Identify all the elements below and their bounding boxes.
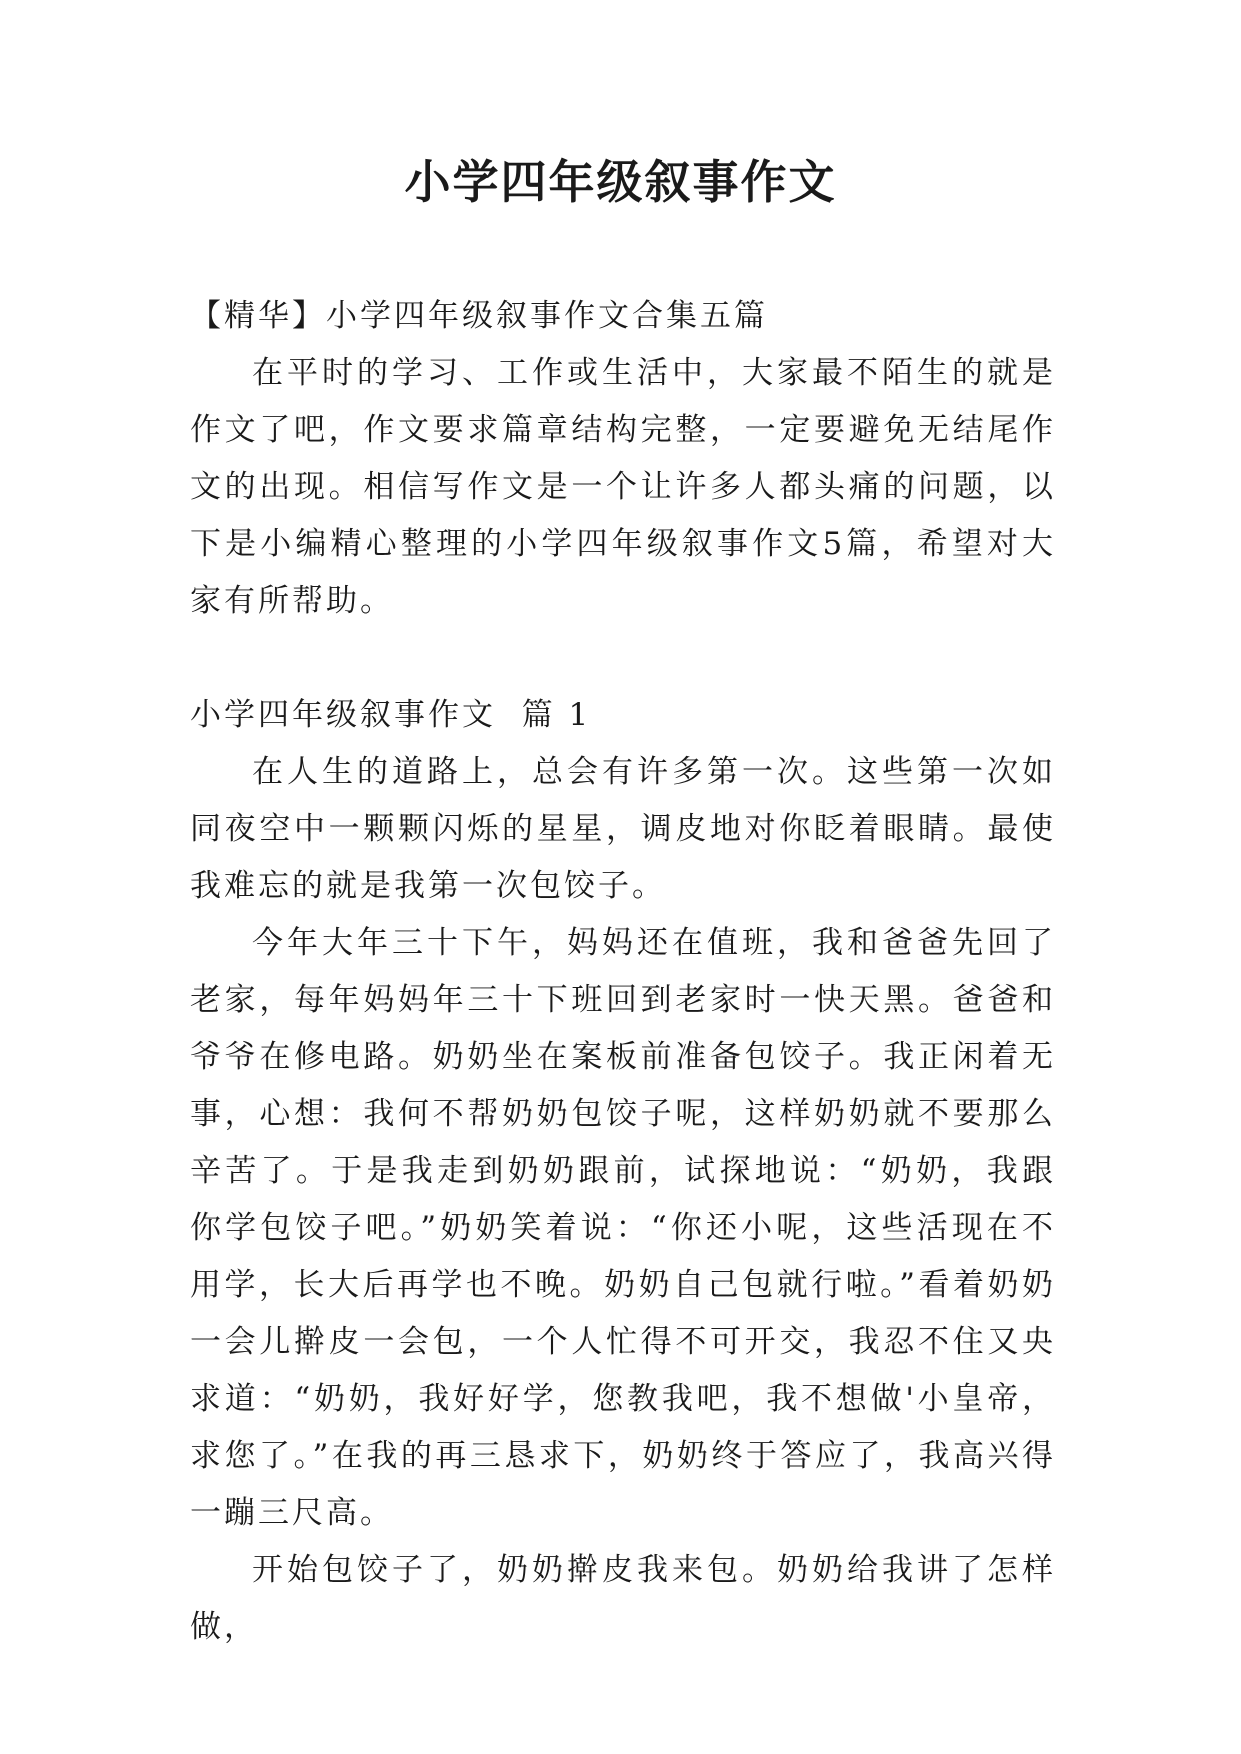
section-spacer — [190, 630, 1056, 687]
document-title: 小学四年级叙事作文 — [404, 155, 837, 209]
intro-paragraph: 在平时的学习、工作或生活中，大家最不陌生的就是作文了吧，作文要求篇章结构完整，一定要避免无结尾作文的出现。相信写作文是一个让许多人都头痛的问题，以下是小编精心整理的小学四年级叙事作文5篇，希望对大家有所帮助。 — [190, 355, 1056, 619]
document-body — [190, 288, 1056, 1656]
essay-paragraph: 在人生的道路上，总会有许多第一次。这些第一次如同夜空中一颗颗闪烁的星星，调皮地对你眨着眼睛。最使我难忘的就是我第一次包饺子。 — [190, 754, 1056, 904]
document-subtitle: 【精华】小学四年级叙事作文合集五篇 — [190, 298, 768, 334]
essay-heading: 小学四年级叙事作文 篇 1 — [190, 697, 592, 733]
essay-paragraph: 开始包饺子了，奶奶擀皮我来包。奶奶给我讲了怎样做， — [190, 1552, 1056, 1645]
essay-paragraph: 今年大年三十下午，妈妈还在值班，我和爸爸先回了老家，每年妈妈年三十下班回到老家时一快天黑。爸爸和爷爷在修电路。奶奶坐在案板前准备包饺子。我正闲着无事，心想：我何不帮奶奶包饺子呢，这样奶奶就不要那么辛苦了。于是我走到奶奶跟前，试探地说：“奶奶，我跟你学包饺子吧。”奶奶笑着说：“你还小呢，这些活现在不用学，长大后再学也不晚。奶奶自己包就行啦。”看着奶奶一会儿擀皮一会包，一个人忙得不可开交，我忍不住又央求道：“奶奶，我好好学，您教我吧，我不想做'小皇帝，求您了。”在我的再三恳求下，奶奶终于答应了，我高兴得一蹦三尺高。 — [190, 925, 1056, 1531]
